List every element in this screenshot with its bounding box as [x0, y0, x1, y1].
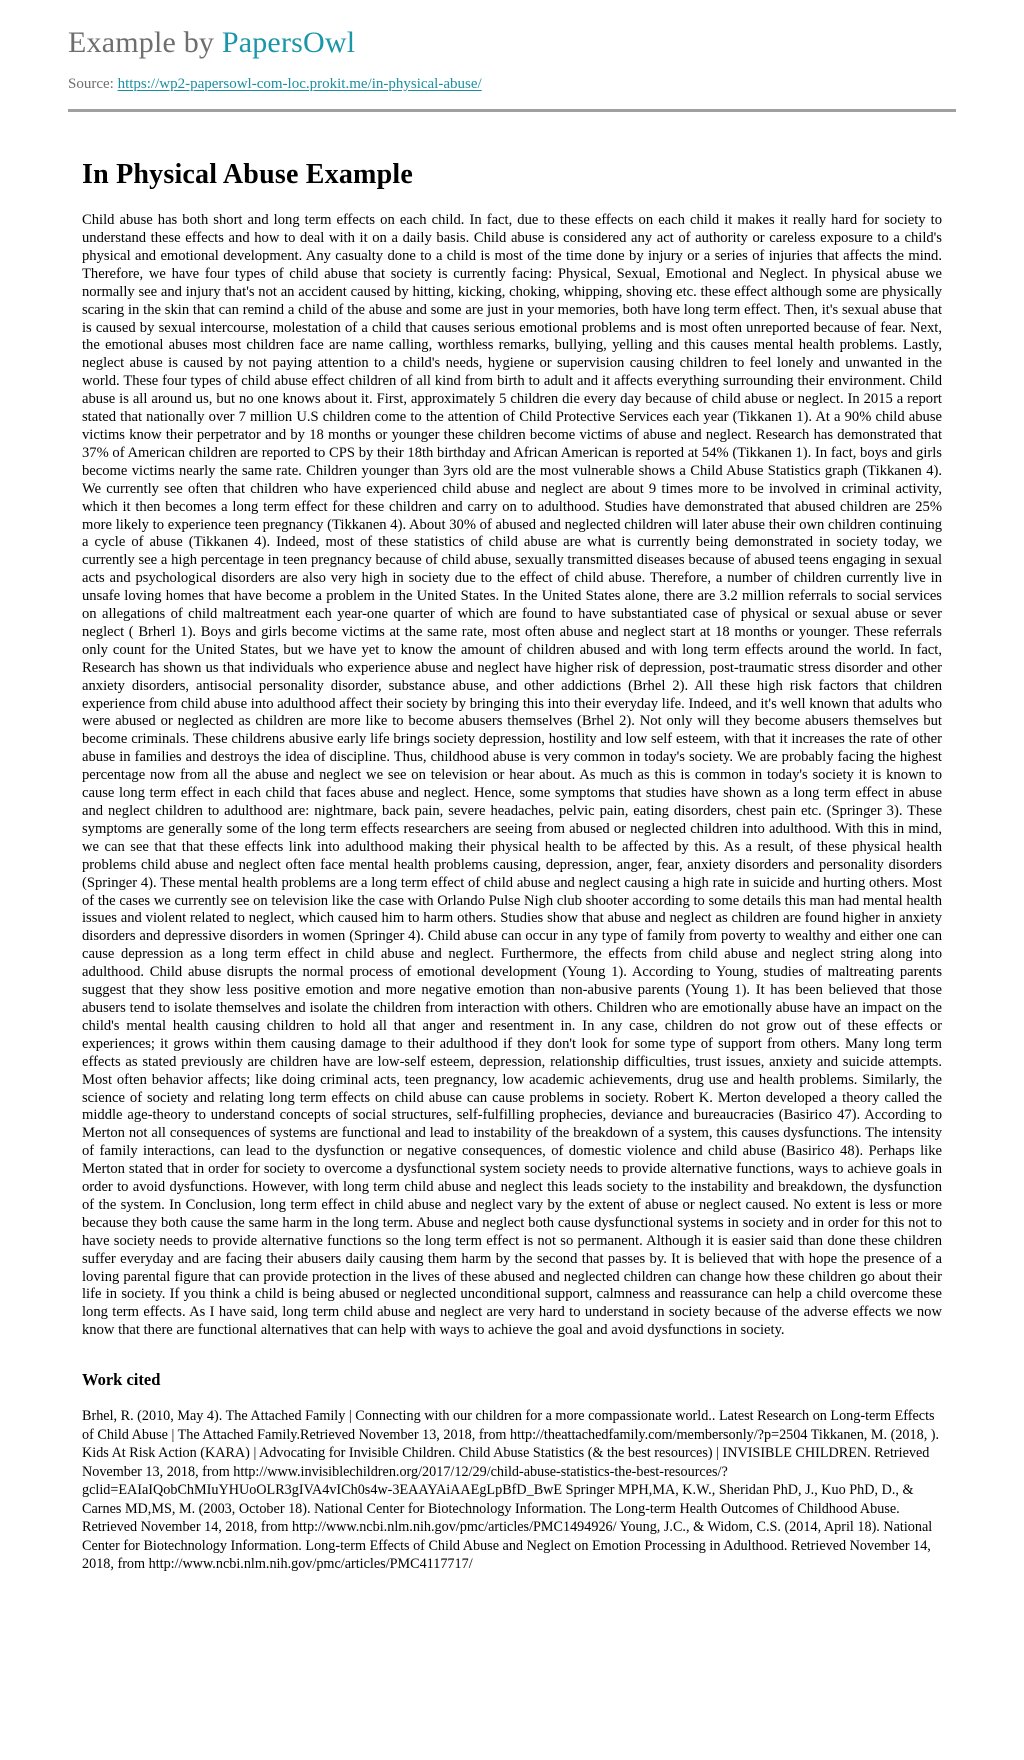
reference-entry: Brhel, R. (2010, May 4). The Attached Family | Connecting with our children for a more compassionate world.. Latest Research on Long-term Effects of Child Abuse | The Attached Family.Retrieved November 13, 2018, from http://theattachedfamily.com/membersonly/?p=2504 Tikkanen, M. (2018, ). Kids At Risk Action (KARA) | Advocating for Invisible Children. Child Abuse Statistics (& the best resources) | INVISIBLE CHILDREN. Retrieved November 13, 2018, from http://www.invisiblechildren.org/2017/12/29/child-abuse-statistics-the-best-resources/?gclid=EAIaIQobChMIuYHUoOLR3gIVA4vICh0s4w-3EAAYAiAAEgLpBfD_BwE Springer MPH,MA, K.W., Sheridan PhD, J., Kuo PhD, D., & Carnes MD,MS, M. (2003, October 18). National Center for Biotechnology Information. The Long-term Health Outcomes of Childhood Abuse. Retrieved November 14, 2018, from http://www.ncbi.nlm.nih.gov/pmc/articles/PMC1494926/ Young, J.C., & Widom, C.S. (2014, April 18). National Center for Biotechnology Information. Long-term Effects of Child Abuse and Neglect on Emotion Processing in Adulthood. Retrieved November 14, 2018, from http://www.ncbi.nlm.nih.gov/pmc/articles/PMC4117717/ — [82, 1408, 940, 1573]
works-cited-heading: Work cited — [82, 1370, 161, 1390]
page-bottom-spacer — [82, 1574, 942, 1600]
body-paragraph: Child abuse has both short and long term effects on each child. In fact, due to these effects on each child it makes it really hard for society to understand these effects and how to deal with it on a daily basis. Child abuse is considered any act of authority or careless exposure to a child's physical and emotional development. Any casualty done to a child is most of the time done by injury or a series of injuries that affects the mind. Therefore, we have four types of child abuse that society is currently facing: Physical, Sexual, Emotional and Neglect. In physical abuse we normally see and injury that's not an accident caused by hitting, kicking, choking, whipping, shoving etc. these effect although some are physically scaring in the skin that can remind a child of the abuse and some are just in your memories, both have long term effect. Then, it's sexual abuse that is caused by sexual intercourse, molestation of a child that causes serious emotional problems and is most often unreported because of fear. Next, the emotional abuses most children face are name calling, worthless remarks, bullying, yelling and this causes mental health problems. Lastly, neglect abuse is caused by not paying attention to a child's needs, hygiene or supervision causing children to feel lonely and unwanted in the world. These four types of child abuse effect children of all kind from birth to adult and it affects everything surrounding their environment. Child abuse is all around us, but no one knows about it. First, approximately 5 children die every day because of child abuse or neglect. In 2015 a report stated that nationally over 7 million U.S children come to the attention of Child Protective Services each year (Tikkanen 1). At a 90% child abuse victims know their perpetrator and by 18 months or younger these children become victims of abuse and neglect. Research has demonstrated that 37% of American children are reported to CPS by their 18th birthday and African American is reported at 54% (Tikkanen 1). In fact, boys and girls become victims nearly the same rate. Children younger than 3yrs old are the most vulnerable shows a Child Abuse Statistics graph (Tikkanen 4). We currently see often that children who have experienced child abuse and neglect are about 9 times more to be involved in criminal activity, which it then becomes a long term effect for these children and carry on to adulthood. Studies have demonstrated that abused children are 25% more likely to experience teen pregnancy (Tikkanen 4). About 30% of abused and neglected children will later abuse their own children continuing a cycle of abuse (Tikkanen 4). Indeed, most of these statistics of child abuse are what is currently being demonstrated in society today, we currently see a high percentage in teen pregnancy because of child abuse, sexually transmitted diseases because of abused teens engaging in sexual acts and psychological disorders are also very high in society due to the effect of child abuse. Therefore, a number of children currently live in unsafe loving homes that have become a problem in the United States. In the United States alone, there are 3.2 million referrals to social services on allegations of child maltreatment each year-one quarter of which are found to have substantiated case of physical or sexual abuse or sever neglect ( Brherl 1). Boys and girls become victims at the same rate, most often abuse and neglect start at 18 months or younger. These referrals only count for the United States, but we have yet to know the amount of children abused and with long term effects around the world. In fact, Research has shown us that individuals who experience abuse and neglect have higher risk of depression, post-traumatic stress disorder and other anxiety disorders, antisocial personality disorder, substance abuse, and other addictions (Brhel 2). All these high risk factors that children experience from child abuse into adulthood affect their society by bringing this into their everyday life. Indeed, and it's well known that adults who were abused or neglected as children are more like to become abusers themselves (Brhel 2). Not only will they become abusers themselves but become criminals. These childrens abusive early life brings society depression, hostility and low self esteem, with that it increases the rate of other abuse in families and destroys the idea of discipline. Thus, childhood abuse is very common in today's society. We are probably facing the highest percentage now from all the abuse and neglect we see on television or hear about. As much as this is common in today's society it is known to cause long term effect in each child that faces abuse and neglect. Hence, some symptoms that studies have shown as a long term effect in abuse and neglect children to adulthood are: nightmare, back pain, severe headaches, pelvic pain, eating disorders, chest pain etc. (Springer 3). These symptoms are generally some of the long term effects researchers are seeing from abused or neglected children into adulthood. With this in mind, we can see that that these effects link into adulthood making their physical health to be affected by this. As a result, of these physical health problems child abuse and neglect often face mental health problems causing, depression, anger, fear, anxiety disorders and personality disorders (Springer 4). These mental health problems are a long term effect of child abuse and neglect causing a high rate in suicide and hurting others. Most of the cases we currently see on television like the case with Orlando Pulse Nigh club shooter according to some details this man had mental health issues and violent related to neglect, which caused him to harm others. Studies show that abuse and neglect as children are found higher in anxiety disorders and depressive disorders in women (Springer 4). Child abuse can occur in any type of family from poverty to wealthy and either one can cause depression as a long term effect in child abuse and neglect. Furthermore, the effects from child abuse and neglect string along into adulthood. Child abuse disrupts the normal process of emotional development (Young 1). According to Young, studies of maltreating parents suggest that they show less positive emotion and more negative emotion than non-abusive parents (Young 1). It has been believed that those abusers tend to isolate themselves and isolate the children from interaction with others. Children who are emotionally abuse have an impact on the child's mental health causing children to hold all that anger and resentment in. In any case, children do not grow out of these effects or experiences; it grows within them causing damage to their adulthood if they don't look for some type of support from others. Many long term effects as stated previously are children have are low-self esteem, depression, relationship difficulties, trust issues, anxiety and suicide attempts. Most often behavior affects; like doing criminal acts, teen pregnancy, low academic achievements, drug use and health problems. Similarly, the science of society and relating long term effects on child abuse can cause problems in society. Robert K. Merton developed a theory called the middle age-theory to understand concepts of social structures, self-fulfilling prophecies, deviance and bureaucracies (Basirico 47). According to Merton not all consequences of systems are functional and lead to instability of the breakdown of a system, this causes dysfunctions. The intensity of family interactions, can lead to the dysfunction or negative consequences, of domestic violence and child abuse (Basirico 48). Perhaps like Merton stated that in order for society to overcome a dysfunctional system society needs to provide alternative functions, ways to achieve goals in order to avoid dysfunctions. However, with long term child abuse and neglect this leads society to the instability and breakdown, the dysfunction of the system. In Conclusion, long term effect in child abuse and neglect vary by the extent of abuse or neglect caused. No extent is less or more because they both cause the same harm in the long term. Abuse and neglect both cause dysfunctional systems in society and in order for this not to have society needs to provide alternative functions so the long term effect is not so permanent. Although it is easier said than done these children suffer everyday and are facing their abusers daily causing them harm by the second that passes by. It is believed that with hope the presence of a loving parental figure that can provide protection in the lives of these abused and neglected children can change how these children go about their life in society. If you think a child is being abused or neglected unconditional support, calmness and reassurance can help a child overcome these long term effects. As I have said, long term child abuse and neglect are very hard to understand in society because of the adverse effects we now know that there are functional alternatives that can help with ways to achieve the goal and avoid dysfunctions in society. — [82, 212, 942, 1339]
brand-heading — [68, 0, 956, 61]
header-divider — [68, 109, 956, 112]
page-header — [68, 0, 956, 112]
brand-prefix-label: Example by — [68, 26, 222, 59]
source-url-link[interactable]: https://wp2-papersowl-com-loc.prokit.me/in-physical-abuse/ — [117, 75, 482, 92]
source-label: Source: — [68, 75, 118, 92]
brand-name-label: PapersOwl — [221, 26, 356, 59]
document-body — [68, 158, 956, 1600]
source-line — [68, 76, 956, 93]
page-title: In Physical Abuse Example — [82, 158, 413, 190]
